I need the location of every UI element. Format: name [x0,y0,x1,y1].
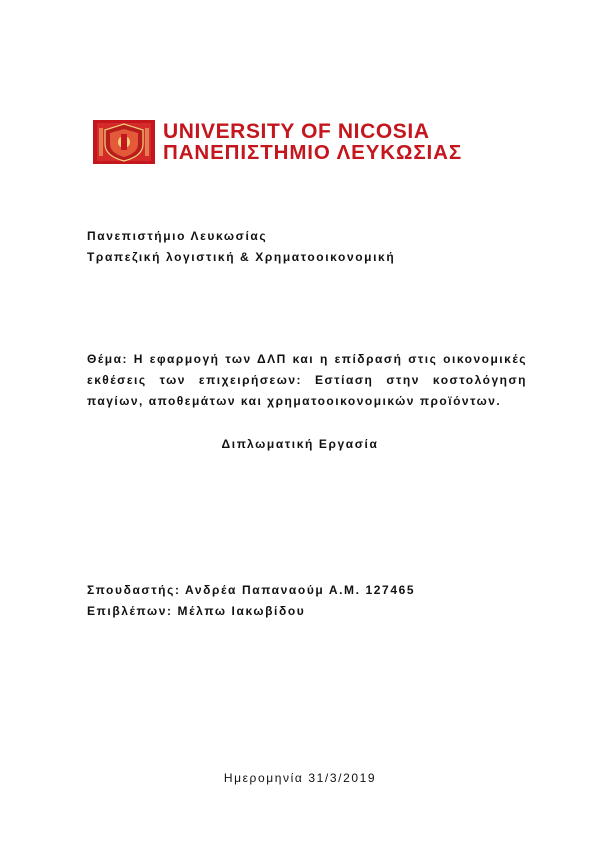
submission-date: Ημερομηνία 31/3/2019 [223,771,377,785]
student-info: Σπουδαστής: Ανδρέα Παπαναούμ Α.Μ. 127465 [87,583,416,597]
document-type: Διπλωματική Εργασία [221,437,379,451]
institution-name: Πανεπιστήμιο Λευκωσίας [87,229,268,243]
logo-text-greek: ΠΑΝΕΠΙΣΤΗΜΙΟ ΛΕΥΚΩΣΙΑΣ [163,141,463,164]
university-crest-icon [93,120,155,164]
university-logo [93,120,533,164]
thesis-theme: Θέμα: Η εφαρμογή των ΔΛΠ και η επίδρασή στις οικονομικές εκθέσεις των επιχειρήσεων: Εστίαση στην κοστολόγηση παγίων, αποθεμάτων και χρηματοοικονομικών προϊόντων. [87,352,527,408]
program-name: Τραπεζική λογιστική & Χρηματοοικονομική [87,250,396,264]
supervisor-info: Επιβλέπων: Μέλπω Ιακωβίδου [87,604,306,618]
logo-text-english: UNIVERSITY OF NICOSIA [163,120,430,143]
